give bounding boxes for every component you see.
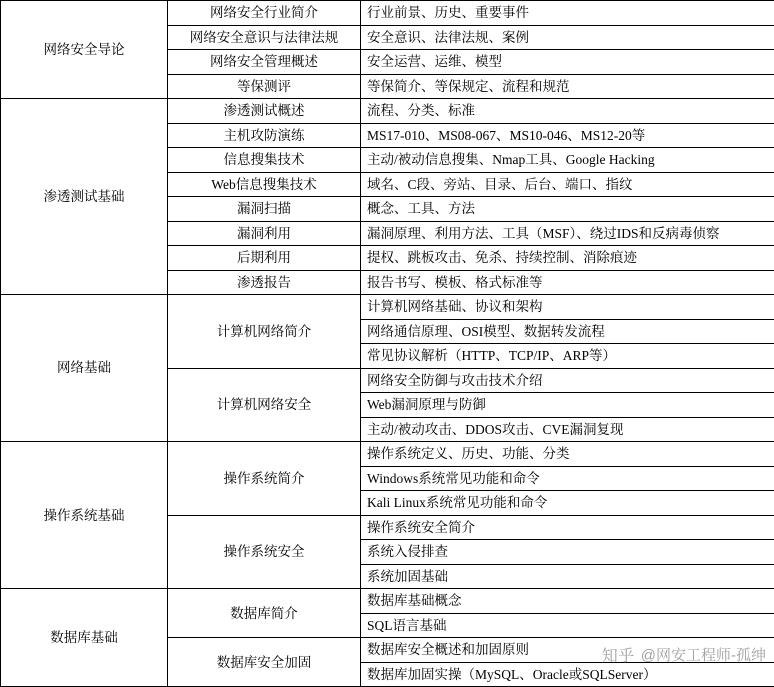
detail-cell: 系统入侵排查 <box>361 540 774 565</box>
detail-cell: 报告书写、模板、格式标准等 <box>361 270 774 295</box>
table-row <box>1 295 774 320</box>
detail-cell: 操作系统定义、历史、功能、分类 <box>361 442 774 467</box>
topic-cell: Web信息搜集技术 <box>168 172 361 197</box>
module-cell: 数据库基础 <box>1 589 168 687</box>
detail-cell: 漏洞原理、利用方法、工具（MSF）、绕过IDS和反病毒侦察 <box>361 221 774 246</box>
topic-cell: 信息搜集技术 <box>168 148 361 173</box>
detail-cell: Kali Linux系统常见功能和命令 <box>361 491 774 516</box>
detail-cell: MS17-010、MS08-067、MS10-046、MS12-20等 <box>361 123 774 148</box>
detail-cell: 流程、分类、标准 <box>361 99 774 124</box>
topic-cell: 等保测评 <box>168 74 361 99</box>
detail-cell: 概念、工具、方法 <box>361 197 774 222</box>
detail-cell: 数据库加固实操（MySQL、Oracle或SQLServer） <box>361 662 774 687</box>
module-cell: 操作系统基础 <box>1 442 168 589</box>
detail-cell: 系统加固基础 <box>361 564 774 589</box>
topic-cell: 网络安全管理概述 <box>168 50 361 75</box>
detail-cell: 数据库安全概述和加固原则 <box>361 638 774 663</box>
topic-cell: 网络安全意识与法律法规 <box>168 25 361 50</box>
detail-cell: Web漏洞原理与防御 <box>361 393 774 418</box>
detail-cell: 主动/被动攻击、DDOS攻击、CVE漏洞复现 <box>361 417 774 442</box>
watermark-author: @网安工程师-孤绅 <box>641 644 766 665</box>
table-row <box>1 589 774 614</box>
topic-cell: 后期利用 <box>168 246 361 271</box>
topic-cell: 渗透测试概述 <box>168 99 361 124</box>
detail-cell: 等保简介、等保规定、流程和规范 <box>361 74 774 99</box>
table-row <box>1 1 774 26</box>
module-cell: 网络基础 <box>1 295 168 442</box>
detail-cell: 操作系统安全简介 <box>361 515 774 540</box>
topic-cell: 漏洞利用 <box>168 221 361 246</box>
detail-cell: 域名、C段、旁站、目录、后台、端口、指纹 <box>361 172 774 197</box>
topic-cell: 操作系统简介 <box>168 442 361 516</box>
detail-cell: SQL语言基础 <box>361 613 774 638</box>
topic-cell: 数据库安全加固 <box>168 638 361 687</box>
topic-cell: 数据库简介 <box>168 589 361 638</box>
topic-cell: 计算机网络简介 <box>168 295 361 369</box>
table-row <box>1 99 774 124</box>
detail-cell: 常见协议解析（HTTP、TCP/IP、ARP等） <box>361 344 774 369</box>
detail-cell: 安全运营、运维、模型 <box>361 50 774 75</box>
detail-cell: 数据库基础概念 <box>361 589 774 614</box>
detail-cell: 计算机网络基础、协议和架构 <box>361 295 774 320</box>
detail-cell: 行业前景、历史、重要事件 <box>361 1 774 26</box>
detail-cell: 提权、跳板攻击、免杀、持续控制、消除痕迹 <box>361 246 774 271</box>
topic-cell: 网络安全行业简介 <box>168 1 361 26</box>
module-cell: 渗透测试基础 <box>1 99 168 295</box>
curriculum-table-body <box>1 1 774 687</box>
detail-cell: 主动/被动信息搜集、Nmap工具、Google Hacking <box>361 148 774 173</box>
topic-cell: 漏洞扫描 <box>168 197 361 222</box>
topic-cell: 计算机网络安全 <box>168 368 361 442</box>
topic-cell: 操作系统安全 <box>168 515 361 589</box>
detail-cell: 网络安全防御与攻击技术介绍 <box>361 368 774 393</box>
topic-cell: 渗透报告 <box>168 270 361 295</box>
topic-cell: 主机攻防演练 <box>168 123 361 148</box>
table-row <box>1 442 774 467</box>
detail-cell: 安全意识、法律法规、案例 <box>361 25 774 50</box>
detail-cell: 网络通信原理、OSI模型、数据转发流程 <box>361 319 774 344</box>
detail-cell: Windows系统常见功能和命令 <box>361 466 774 491</box>
module-cell: 网络安全导论 <box>1 1 168 99</box>
zhihu-logo-text: 知乎 <box>602 643 635 666</box>
